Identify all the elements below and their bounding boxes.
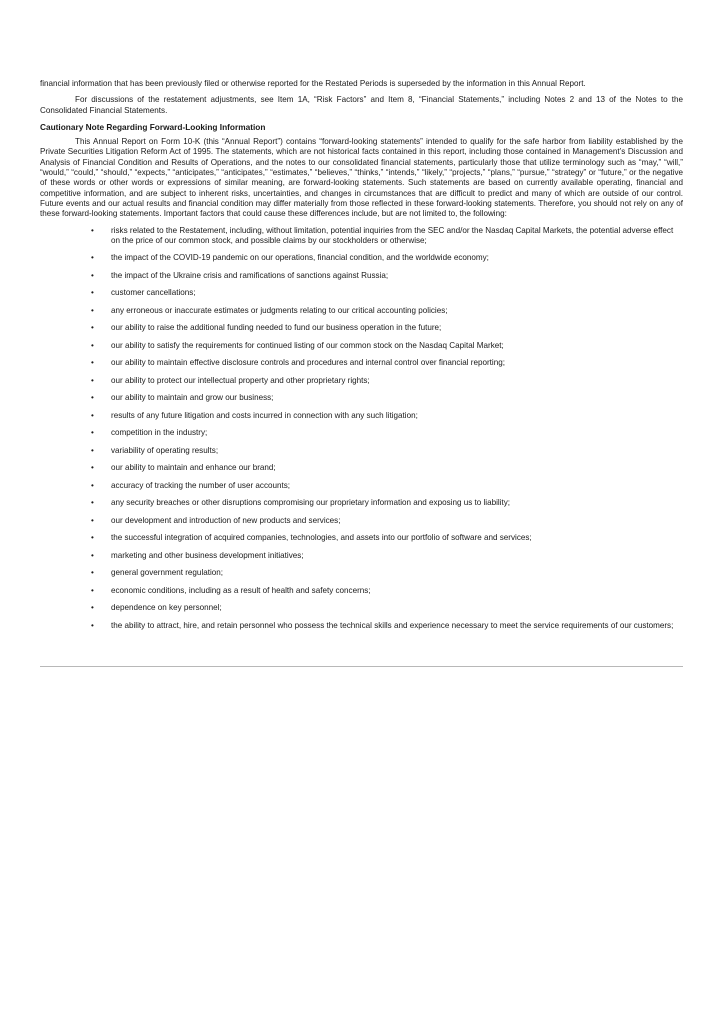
bullet-icon: • bbox=[91, 480, 94, 490]
risk-factor-item bbox=[40, 463, 683, 473]
risk-factor-item bbox=[40, 586, 683, 596]
risk-factor-item bbox=[40, 306, 683, 316]
forward-looking-intro-paragraph: This Annual Report on Form 10-K (this “Annual Report”) contains “forward-looking statements” intended to qualify for the safe harbor from liability established by the Private Securities Litigation Reform Act of 1995. The statements, which are not historical facts contained in this report, including those contained in Management’s Discussion and Analysis of Financial Condition and Results of Operations, and the notes to our consolidated financial statements, particularly those that utilize terminology such as “may,” “will,” “would,” “could,” “should,” “expects,” “anticipates,” “anticipates,” “estimates,” “believes,” “thinks,” “intends,” “likely,” “projects,” “plans,” “pursue,” “strategy” or “future,” or the negative of these words or other words or expressions of similar meaning, are forward-looking statements. Such statements are based on currently available operating, financial and competitive information, and are subject to inherent risks, uncertainties, and changes in circumstances that are difficult to predict and many of which are outside of our control. Future events and our actual results and financial condition may differ materially from those reflected in these forward-looking statements. Therefore, you should not rely on any of these forward-looking statements. Important factors that could cause these differences include, but are not limited to, the following: bbox=[40, 137, 683, 219]
risk-factor-text: customer cancellations; bbox=[111, 288, 196, 298]
bullet-icon: • bbox=[91, 568, 94, 578]
risk-factor-text: our ability to maintain and enhance our brand; bbox=[111, 463, 276, 473]
risk-factor-list bbox=[40, 226, 683, 631]
risk-factor-item bbox=[40, 376, 683, 386]
risk-factor-item bbox=[40, 446, 683, 456]
risk-factor-item bbox=[40, 481, 683, 491]
bullet-icon: • bbox=[91, 603, 94, 613]
risk-factor-item bbox=[40, 603, 683, 613]
bullet-icon: • bbox=[91, 340, 94, 350]
risk-factor-text: the impact of the COVID-19 pandemic on our operations, financial condition, and the worldwide economy; bbox=[111, 253, 489, 263]
bullet-icon: • bbox=[91, 375, 94, 385]
bullet-icon: • bbox=[91, 585, 94, 595]
risk-factor-text: results of any future litigation and costs incurred in connection with any such litigation; bbox=[111, 410, 418, 420]
section-heading: Cautionary Note Regarding Forward-Looking Information bbox=[40, 121, 266, 132]
bullet-icon: • bbox=[91, 305, 94, 315]
bullet-icon: • bbox=[91, 323, 94, 333]
bullet-icon: • bbox=[91, 225, 94, 235]
risk-factor-item bbox=[40, 411, 683, 421]
bullet-icon: • bbox=[91, 270, 94, 280]
risk-factor-text: accuracy of tracking the number of user accounts; bbox=[111, 480, 291, 490]
risk-factor-text: our ability to satisfy the requirements for continued listing of our common stock on the Nasdaq Capital Market; bbox=[111, 340, 504, 350]
risk-factor-item bbox=[40, 271, 683, 281]
bullet-icon: • bbox=[91, 428, 94, 438]
document-page bbox=[40, 79, 683, 638]
risk-factor-item bbox=[40, 358, 683, 368]
bullet-icon: • bbox=[91, 498, 94, 508]
bullet-icon: • bbox=[91, 288, 94, 298]
page-divider bbox=[40, 666, 683, 667]
risk-factor-text: the successful integration of acquired companies, technologies, and assets into our portfolio of software and services; bbox=[111, 533, 532, 543]
risk-factor-text: any erroneous or inaccurate estimates or judgments relating to our critical accounting policies; bbox=[111, 305, 448, 315]
risk-factor-text: risks related to the Restatement, including, without limitation, potential inquiries from the SEC and/or the Nasdaq Capital Markets, the potential adverse effect on the price of our common stock, and possible claims by our stockholders or otherwise; bbox=[111, 225, 674, 245]
risk-factor-text: our ability to raise the additional funding needed to fund our business operation in the future; bbox=[111, 323, 442, 333]
restatement-reference-paragraph: For discussions of the restatement adjustments, see Item 1A, “Risk Factors” and Item 8, “Financial Statements,” including Notes 2 and 13 of the Notes to the Consolidated Financial Statements. bbox=[40, 95, 683, 115]
risk-factor-item bbox=[40, 498, 683, 508]
bullet-icon: • bbox=[91, 463, 94, 473]
risk-factor-text: the impact of the Ukraine crisis and ramifications of sanctions against Russia; bbox=[111, 270, 389, 280]
risk-factor-text: our ability to maintain effective disclosure controls and procedures and internal control over financial reporting; bbox=[111, 358, 505, 368]
risk-factor-item bbox=[40, 551, 683, 561]
risk-factor-item bbox=[40, 428, 683, 438]
bullet-icon: • bbox=[91, 445, 94, 455]
bullet-icon: • bbox=[91, 620, 94, 630]
bullet-icon: • bbox=[91, 393, 94, 403]
risk-factor-item bbox=[40, 393, 683, 403]
risk-factor-item bbox=[40, 323, 683, 333]
risk-factor-item bbox=[40, 533, 683, 543]
bullet-icon: • bbox=[91, 550, 94, 560]
risk-factor-text: our ability to protect our intellectual property and other proprietary rights; bbox=[111, 375, 370, 385]
risk-factor-text: competition in the industry; bbox=[111, 428, 208, 438]
bullet-icon: • bbox=[91, 358, 94, 368]
risk-factor-item bbox=[40, 253, 683, 263]
continuation-paragraph: financial information that has been previously filed or otherwise reported for the Restated Periods is superseded by the information in this Annual Report. bbox=[40, 79, 586, 88]
risk-factor-text: marketing and other business development initiatives; bbox=[111, 550, 304, 560]
risk-factor-item bbox=[40, 341, 683, 351]
bullet-icon: • bbox=[91, 410, 94, 420]
risk-factor-text: the ability to attract, hire, and retain personnel who possess the technical skills and experience necessary to meet the service requirements of our customers; bbox=[111, 620, 674, 630]
bullet-icon: • bbox=[91, 253, 94, 263]
bullet-icon: • bbox=[91, 533, 94, 543]
risk-factor-text: our development and introduction of new products and services; bbox=[111, 515, 341, 525]
bullet-icon: • bbox=[91, 515, 94, 525]
risk-factor-text: economic conditions, including as a result of health and safety concerns; bbox=[111, 585, 371, 595]
risk-factor-item bbox=[40, 288, 683, 298]
risk-factor-text: general government regulation; bbox=[111, 568, 224, 578]
risk-factor-text: any security breaches or other disruptions compromising our proprietary information and exposing us to liability; bbox=[111, 498, 511, 508]
risk-factor-text: variability of operating results; bbox=[111, 445, 219, 455]
risk-factor-text: dependence on key personnel; bbox=[111, 603, 222, 613]
risk-factor-text: our ability to maintain and grow our business; bbox=[111, 393, 274, 403]
risk-factor-item bbox=[40, 226, 683, 247]
risk-factor-item bbox=[40, 568, 683, 578]
risk-factor-item bbox=[40, 516, 683, 526]
risk-factor-item bbox=[40, 621, 683, 631]
